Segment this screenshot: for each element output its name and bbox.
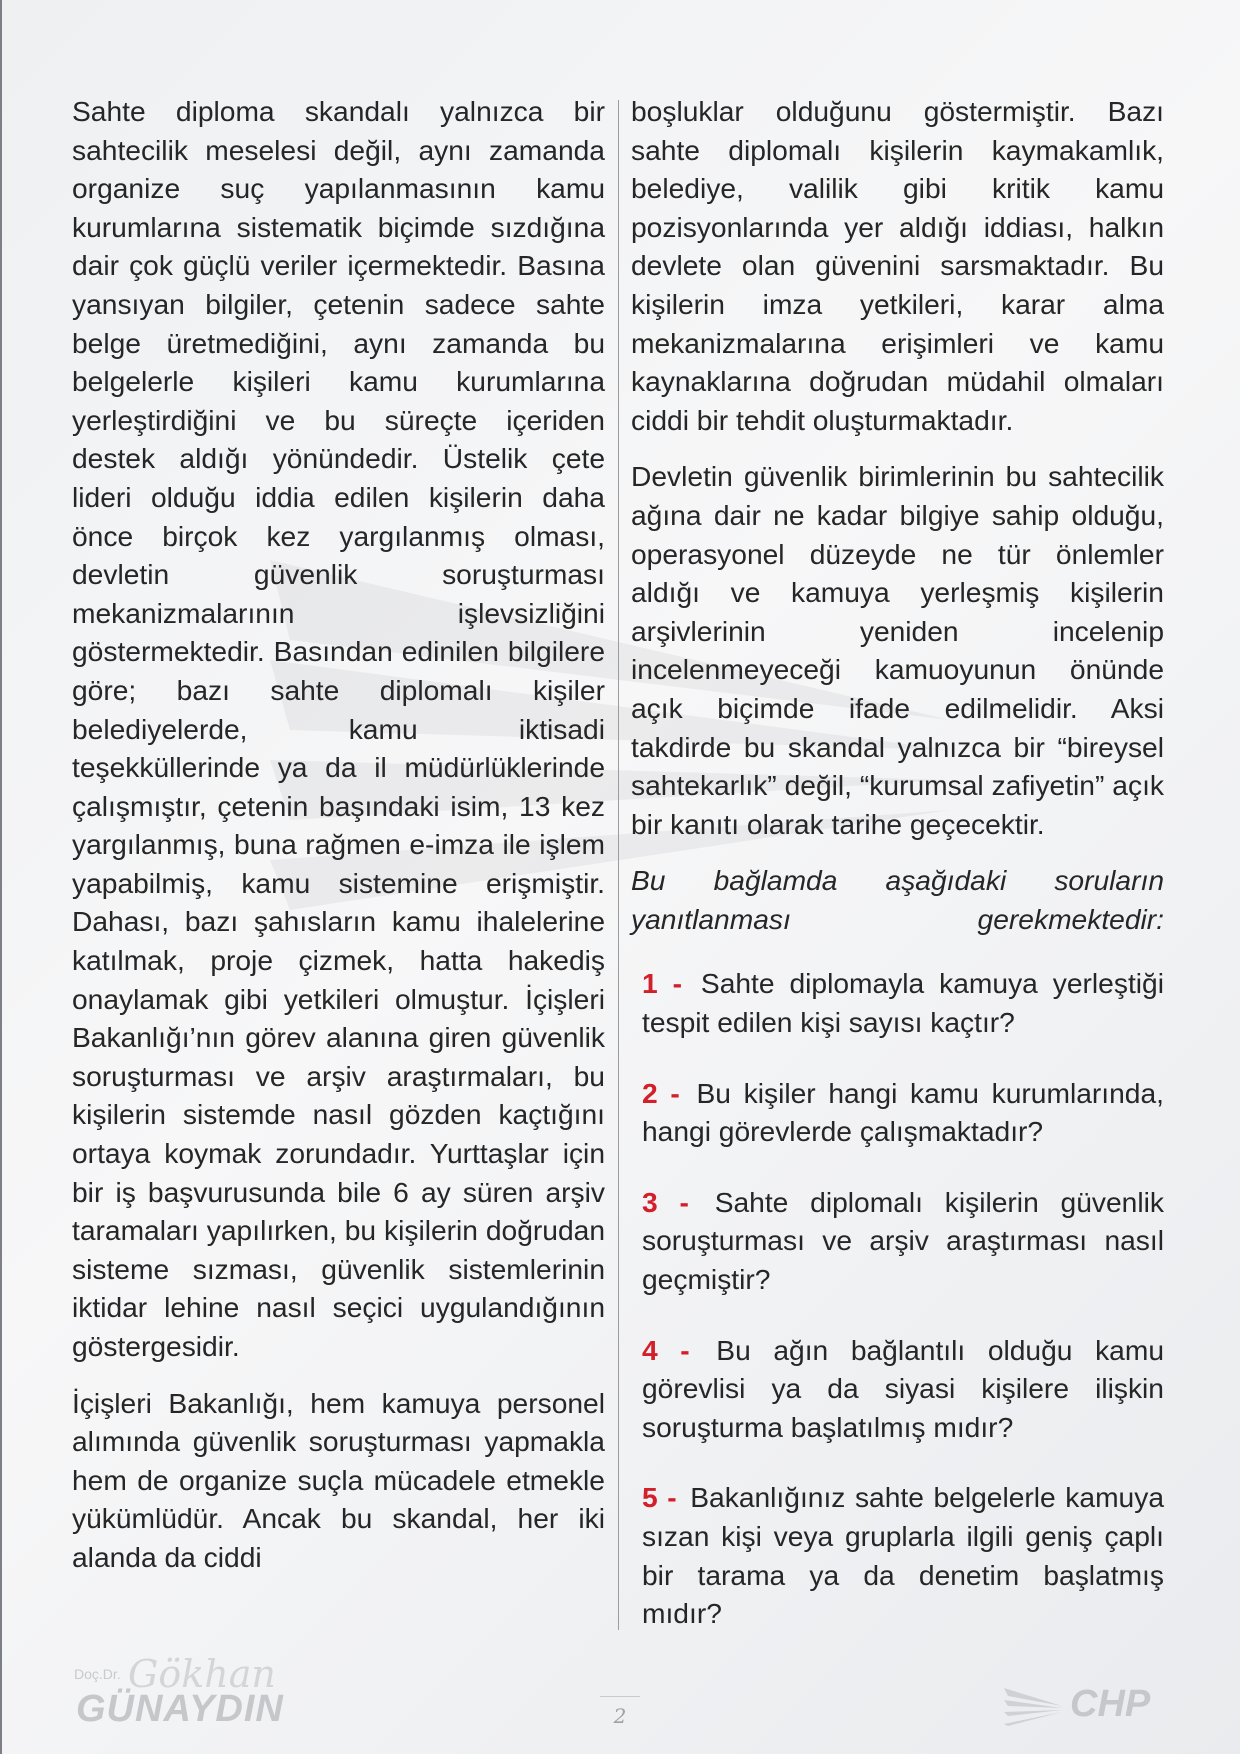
right-column — [631, 92, 1164, 1665]
author-name: GÜNAYDIN — [76, 1688, 284, 1730]
question-number: 2 - — [642, 1076, 680, 1109]
paragraph: İçişleri Bakanlığı, hem kamuya personel alımında güvenlik soruşturması yapmakla hem de organize suçla mücadele etmekle yükümlüdür. Ancak bu skandal, her iki alanda da ciddi — [72, 1386, 605, 1573]
question-number: 1 - — [642, 967, 682, 1000]
question-text: Bu ağın bağlantılı olduğu kamu görevlisi ya da siyasi kişilere ilişkin soruşturma başlatılmış mıdır? — [642, 1333, 1164, 1443]
question-text: Sahte diplomalı kişilerin güvenlik soruşturması ve arşiv araştırması nasıl geçmiştir? — [642, 1185, 1164, 1296]
question-item — [642, 1074, 1164, 1151]
party-logo-text: CHP — [1070, 1683, 1151, 1725]
page-edge — [0, 0, 2, 1754]
questions-intro: Bu bağlamda aşağıdaki soruların yanıtlanması gerekmektedir: — [631, 864, 1164, 935]
question-item — [642, 1478, 1164, 1632]
footer-rule — [600, 1696, 640, 1697]
paragraph: boşluklar olduğunu göstermiştir. Bazı sahte diplomalı kişilerin kaymakamlık, belediye, valilik gibi kritik kamu pozisyonlarında yer aldığı iddiası, halkın devlete olan güvenini sarsmaktadır. Bu kişilerin imza yetkileri, karar alma mekanizmalarına erişimleri ve kamu kaynaklarına doğrudan müdahil olmaları ciddi bir tehdit oluşturmaktadır. — [631, 95, 1164, 436]
question-text: Bu kişiler hangi kamu kurumlarında, hangi görevlerde çalışmaktadır? — [642, 1076, 1164, 1148]
question-text: Sahte diplomayla kamuya yerleştiği tespit edilen kişi sayısı kaçtır? — [642, 967, 1164, 1039]
left-column — [72, 92, 605, 1595]
question-number: 5 - — [642, 1481, 677, 1514]
paragraph: Devletin güvenlik birimlerinin bu sahtecilik ağına dair ne kadar bilgiye sahip olduğu, operasyonel düzeyde ne tür önlemler aldığı ve kamuya yerleşmiş kişilerin arşivlerinin yeniden incelenip incelenmeyeceği kamuoyunun önünde açık biçimde ifade edilmelidir. Aksi takdirde bu skandal yalnızca bir “bireysel sahtekarlık” değil, “kurumsal zafiyetin” açık bir kanıtı olarak tarihe geçecektir. — [631, 460, 1164, 840]
question-item — [642, 1183, 1164, 1299]
question-item — [642, 1331, 1164, 1447]
author-signature: Gökhan — [128, 1652, 276, 1696]
page-number: 2 — [613, 1704, 627, 1728]
column-divider — [618, 100, 619, 1630]
question-number: 3 - — [642, 1185, 689, 1218]
question-text: Bakanlığınız sahte belgelerle kamuya sızan kişi veya gruplarla ilgili geniş çaplı bir tarama ya da denetim başlatmış mıdır? — [642, 1481, 1164, 1630]
question-item — [642, 964, 1164, 1041]
author-title: Doç.Dr. — [74, 1666, 121, 1682]
paragraph: Sahte diploma skandalı yalnızca bir sahtecilik meselesi değil, aynı zamanda organize suç yapılanmasının kamu kurumlarına sistematik biçimde sızdığına dair çok güçlü veriler içermektedir. Basına yansıyan bilgiler, çetenin sadece sahte belge üretmediğini, aynı zamanda bu belgelerle kişileri kamu kurumlarına yerleştirdiğini ve bu süreçte içeriden destek aldığı yönündedir. Üstelik çete lideri olduğu iddia edilen kişilerin daha önce birçok kez yargılanmış olması, devletin güvenlik soruşturması mekanizmalarının işlevsizliğini göstermektedir. Basından edinilen bilgilere göre; bazı sahte diplomalı kişiler belediyelerde, kamu iktisadi teşekküllerinde ya da il müdürlüklerinde çalışmıştır, çetenin başındaki isim, 13 kez yargılanmış, buna rağmen e-imza ile işlem yapabilmiş, kamu sistemine erişmiştir. Dahası, bazı şahısların kamu ihalelerine katılmak, proje çizmek, hatta hakediş onaylamak gibi yetkileri olmuştur. İçişleri Bakanlığı’nın görev alanına giren güvenlik soruşturması ve arşiv araştırmaları, bu kişilerin sistemde nasıl gözden kaçtığını ortaya koymak zorundadır. Yurttaşlar için bir iş başvurusunda bile 6 ay süren arşiv taramaları yapılırken, bu kişilerin doğrudan sisteme sızması, güvenlik sistemlerinin iktidar lehine nasıl seçici uygulandığının göstergesidir. — [72, 95, 605, 1362]
question-number: 4 - — [642, 1333, 690, 1366]
